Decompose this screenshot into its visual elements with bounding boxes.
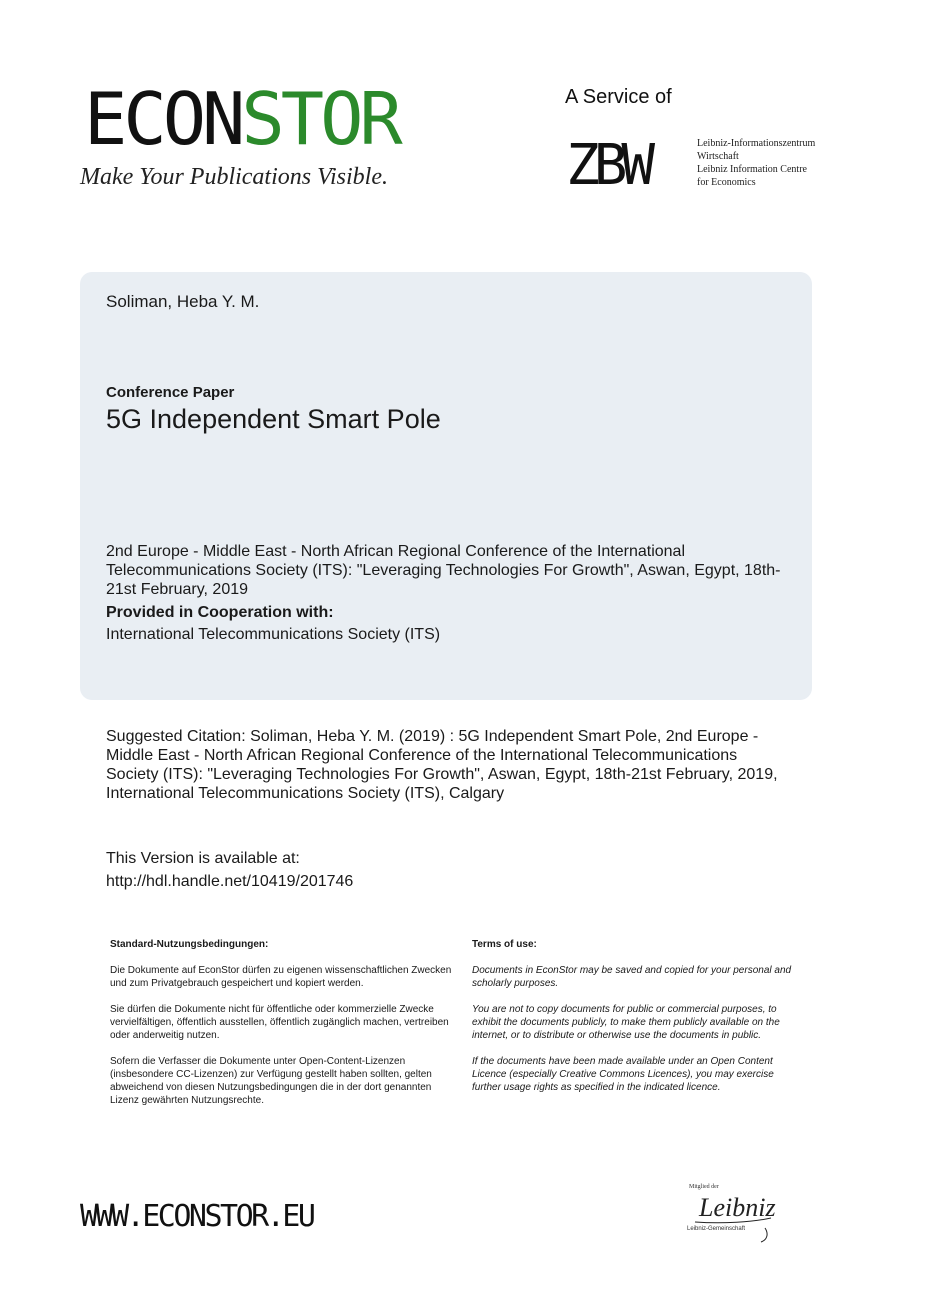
econstor-website-link[interactable]: [80, 1198, 352, 1234]
econstor-logo[interactable]: [84, 86, 444, 152]
cooperation-organization: International Telecommunications Society (ITS): [106, 626, 441, 643]
document-title: 5G Independent Smart Pole: [106, 404, 441, 434]
terms-paragraph: Sofern die Verfasser die Dokumente unter Open-Content-Lizenzen (insbesondere CC-Lizenzen) zur Verfügung gestellt haben sollten, gelten abweichend von diesen Nutzungsbedingungen die in der dort genannten Lizenz gewährten Nutzungsrechte.: [110, 1056, 432, 1106]
zbw-logo-text: ZBW: [566, 138, 650, 188]
zbw-line: Leibniz-Informationszentrum: [697, 138, 816, 149]
zbw-line: for Economics: [697, 177, 756, 188]
terms-english-heading: Terms of use:: [472, 939, 537, 950]
zbw-logo[interactable]: [566, 138, 686, 188]
terms-english: [472, 938, 792, 1107]
author: Soliman, Heba Y. M.: [106, 292, 260, 311]
logo-suffix: STOR: [241, 86, 399, 152]
terms-paragraph: Sie dürfen die Dokumente nicht für öffentliche oder kommerzielle Zwecke vervielfältigen, öffentlich ausstellen, öffentlich zugänglich machen, vertreiben oder anderweitig nutzen.: [110, 1004, 449, 1041]
conference-note: 2nd Europe - Middle East - North African Regional Conference of the International Telecommunications Society (ITS): "Leveraging Technologies For Growth", Aswan, Egypt, 18th-21st February, 2019: [106, 543, 781, 598]
cooperation-heading: Provided in Cooperation with:: [106, 604, 334, 621]
version-label: This Version is available at:: [106, 850, 300, 867]
tagline: Make Your Publications Visible.: [80, 164, 388, 190]
terms-german: [110, 938, 455, 1120]
leibniz-association-logo: [683, 1178, 783, 1244]
zbw-line: Wirtschaft: [697, 151, 739, 162]
terms-german-heading: Standard-Nutzungsbedingungen:: [110, 939, 269, 950]
leibniz-script: Leibniz: [699, 1193, 776, 1222]
svg-text:ECONSTOR: [84, 86, 403, 152]
leibniz-member-label: Mitglied der: [689, 1184, 719, 1190]
zbw-line: Leibniz Information Centre: [697, 164, 807, 175]
footer-url-text: WWW.ECONSTOR.EU: [80, 1199, 314, 1234]
terms-paragraph: Die Dokumente auf EconStor dürfen zu eigenen wissenschaftlichen Zwecken und zum Privatgebrauch gespeichert und kopiert werden.: [110, 965, 452, 989]
service-of-label: A Service of: [565, 86, 672, 108]
logo-prefix: ECON: [84, 86, 242, 152]
suggested-citation: Suggested Citation: Soliman, Heba Y. M. (2019) : 5G Independent Smart Pole, 2nd Europe - Middle East - North African Regional Conference of the International Telecommunications Society (ITS): "Leveraging Technologies For Growth", Aswan, Egypt, 18th-21st February, 2019, International Telecommunications Society (ITS), Calgary: [106, 728, 778, 802]
zbw-name: [697, 137, 815, 189]
terms-paragraph: You are not to copy documents for public or commercial purposes, to exhibit the documents publicly, to make them publicly available on the internet, or to distribute or otherwise use the documents in public.: [472, 1004, 780, 1041]
document-type: Conference Paper: [106, 384, 235, 401]
leibniz-caption: Leibniz-Gemeinschaft: [687, 1226, 746, 1232]
terms-paragraph: If the documents have been made available under an Open Content Licence (especially Creative Commons Licences), you may exercise further usage rights as specified in the indicated licence.: [472, 1056, 774, 1093]
handle-link[interactable]: http://hdl.handle.net/10419/201746: [106, 873, 354, 890]
terms-paragraph: Documents in EconStor may be saved and copied for your personal and scholarly purposes.: [472, 965, 792, 989]
